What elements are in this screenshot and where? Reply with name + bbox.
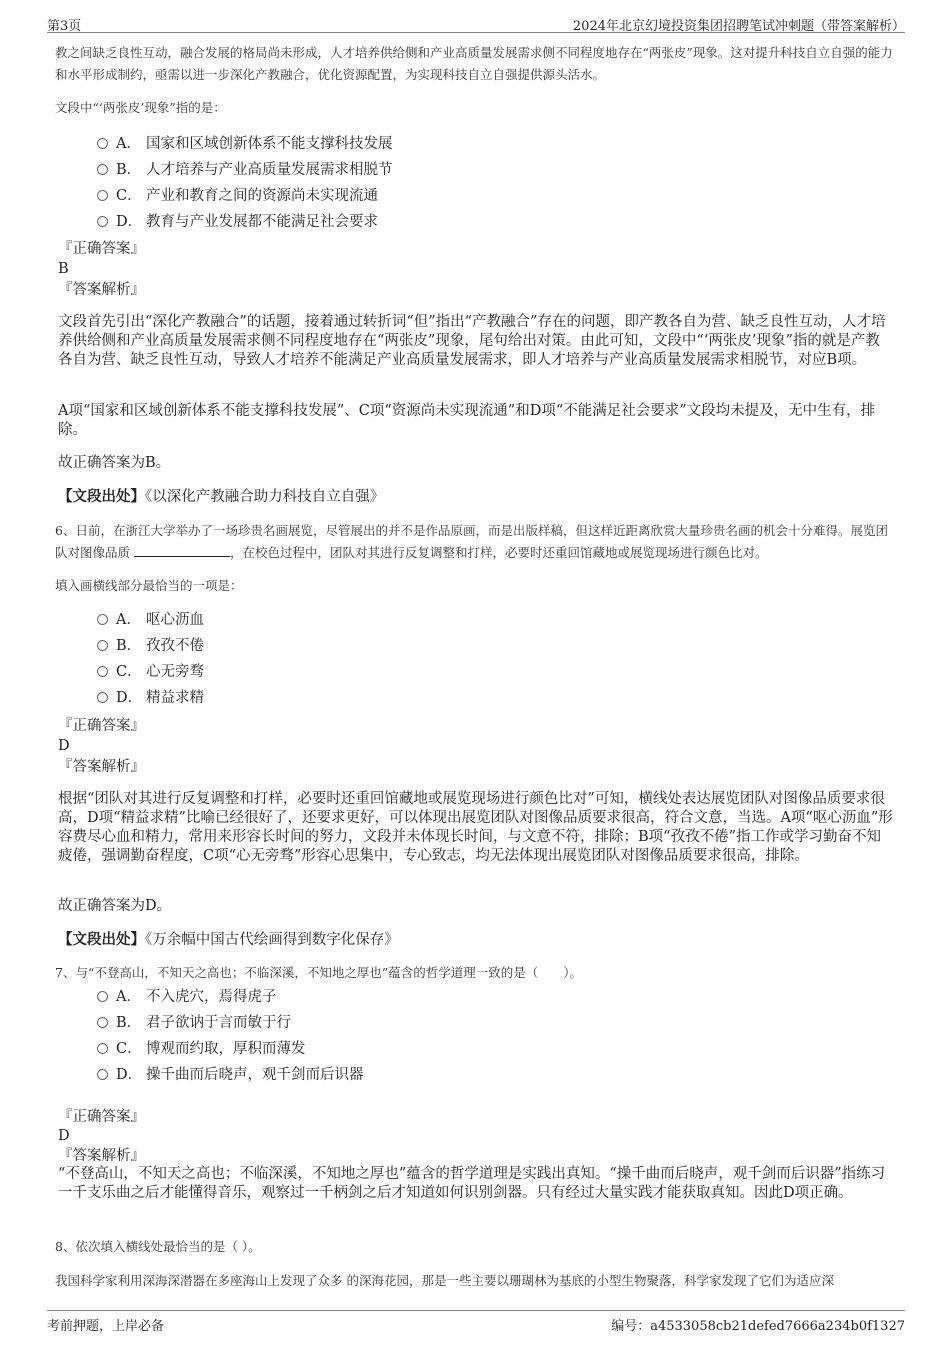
radio-icon[interactable] [97, 1043, 108, 1054]
q6-analysis-label: 『答案解析』 [58, 759, 145, 775]
radio-icon[interactable] [97, 138, 108, 149]
q7-analysis-label: 『答案解析』 [58, 1148, 145, 1164]
q8-stem: 8、依次填入横线处最恰当的是（ ）。 [55, 1239, 261, 1254]
radio-icon[interactable] [97, 666, 108, 677]
q6-source: 【文段出处】《万余幅中国古代绘画得到数字化保存》 [58, 931, 399, 948]
q7-answer-label: 『正确答案』 [58, 1109, 145, 1125]
radio-icon[interactable] [97, 614, 108, 625]
radio-icon[interactable] [97, 640, 108, 651]
q7-option-a[interactable]: A． 不入虎穴，焉得虎子 [97, 986, 277, 1008]
q5-answer-label: 『正确答案』 [58, 241, 145, 257]
q5-analysis-p1: 文段首先引出“深化产教融合”的话题，接着通过转折词“但”指出“产教融合”存在的问题，即产教各自为营、缺乏良性互动，人才培养供给侧和产业高质量发展需求侧不同程度地存在“两张皮”现象，尾句给出对策。由此可知，文段中“‘两张皮’现象”指的就是产教各自为营、缺乏良性互动，导致人才培养不能满足产业高质量发展需求，即人才培养与产业高质量发展需求相脱节，对应B项。 [58, 314, 886, 368]
radio-icon[interactable] [97, 164, 108, 175]
document-id: 编号：a4533058cb21defed7666a234b0f1327 [611, 1319, 905, 1334]
radio-icon[interactable] [97, 190, 108, 201]
q6-answer: D [58, 738, 70, 754]
page-footer [47, 1310, 905, 1333]
q7-option-c[interactable]: C． 博观而约取，厚积而薄发 [97, 1038, 306, 1060]
q5-conclusion: 故正确答案为B。 [58, 455, 171, 471]
fill-blank [134, 544, 230, 557]
q5-analysis-label: 『答案解析』 [58, 282, 145, 298]
q5-option-b[interactable]: B． 人才培养与产业高质量发展需求相脱节 [97, 159, 393, 181]
q5-option-a[interactable]: A． 国家和区域创新体系不能支撑科技发展 [97, 133, 393, 155]
q7-answer: D [58, 1128, 70, 1144]
footer-slogan: 考前押题，上岸必备 [47, 1319, 165, 1334]
document-title: 2024年北京幻境投资集团招聘笔试冲刺题（带答案解析） [572, 19, 905, 34]
q5-prompt: 文段中“‘两张皮’现象”指的是： [55, 100, 226, 115]
page-header [47, 12, 905, 33]
page-number: 第3页 [47, 19, 82, 34]
q5-answer: B [58, 261, 69, 277]
q5-option-c[interactable]: C． 产业和教育之间的资源尚未实现流通 [97, 185, 378, 207]
q7-option-d[interactable]: D． 操千曲而后晓声，观千剑而后识器 [97, 1064, 364, 1086]
radio-icon[interactable] [97, 216, 108, 227]
q6-option-c[interactable]: C． 心无旁骛 [97, 661, 204, 683]
q6-option-b[interactable]: B． 孜孜不倦 [97, 635, 204, 657]
q6-conclusion: 故正确答案为D。 [58, 898, 172, 914]
radio-icon[interactable] [97, 991, 108, 1002]
q5-option-d[interactable]: D． 教育与产业发展都不能满足社会要求 [97, 211, 378, 233]
q6-option-d[interactable]: D． 精益求精 [97, 687, 204, 709]
q5-passage: 教之间缺乏良性互动，融合发展的格局尚未形成，人才培养供给侧和产业高质量发展需求侧不同程度地存在“两张皮”现象。这对提升科技自立自强的能力和水平形成制约，亟需以进一步深化产教融合，优化资源配置，为实现科技自立自强提供源头活水。 [55, 45, 893, 82]
q6-answer-label: 『正确答案』 [58, 718, 145, 734]
q7-stem: 7、与“不登高山，不知天之高也；不临深溪，不知地之厚也”蕴含的哲学道理一致的是（ ）。 [55, 965, 582, 980]
radio-icon[interactable] [97, 692, 108, 703]
radio-icon[interactable] [97, 1017, 108, 1028]
q5-analysis-p2: A项“国家和区域创新体系不能支撑科技发展”、C项“资源尚未实现流通”和D项“不能满足社会要求”文段均未提及，无中生有，排除。 [58, 403, 876, 438]
q6-passage: 6、日前，在浙江大学举办了一场珍贵名画展览，尽管展出的并不是作品原画，而是出版样稿，但这样近距离欣赏大量珍贵名画的机会十分难得。展览团队对图像品质 ，在校色过程中，团队对其进行反复调整和打样，必要时还重回馆藏地或展览现场进行颜色比对。 [55, 523, 888, 560]
q5-source: 【文段出处】《以深化产教融合助力科技自立自强》 [58, 488, 385, 505]
q8-passage: 我国科学家利用深海深潜器在多座海山上发现了众多 的深海花园，那是一些主要以珊瑚林为基底的小型生物聚落，科学家发现了它们为适应深 [55, 1273, 834, 1288]
q6-prompt: 填入画横线部分最恰当的一项是： [55, 578, 243, 593]
q6-option-a[interactable]: A． 呕心沥血 [97, 609, 204, 631]
q7-analysis: “不登高山，不知天之高也；不临深溪，不知地之厚也”蕴含的哲学道理是实践出真知。“操千曲而后晓声，观千剑而后识器”指练习一千支乐曲之后才能懂得音乐，观察过一千柄剑之后才知道如何识别剑器。只有经过大量实践才能获取真知。因此D项正确。 [58, 1166, 886, 1201]
q7-option-b[interactable]: B． 君子欲讷于言而敏于行 [97, 1012, 291, 1034]
q6-analysis-p1: 根据“团队对其进行反复调整和打样，必要时还重回馆藏地或展览现场进行颜色比对”可知，横线处表达展览团队对图像品质要求很高，D项“精益求精”比喻已经很好了，还要求更好，可以体现出展览团队对图像品质要求很高，符合文意，当选。A项“呕心沥血”形容费尽心血和精力，常用来形容长时间的努力，文段并未体现长时间，与文意不符，排除；B项“孜孜不倦”指工作或学习勤奋不知疲倦，强调勤奋程度，C项“心无旁骛”形容心思集中，专心致志，均无法体现出展览团队对图像品质要求很高，排除。 [58, 791, 893, 864]
radio-icon[interactable] [97, 1069, 108, 1080]
